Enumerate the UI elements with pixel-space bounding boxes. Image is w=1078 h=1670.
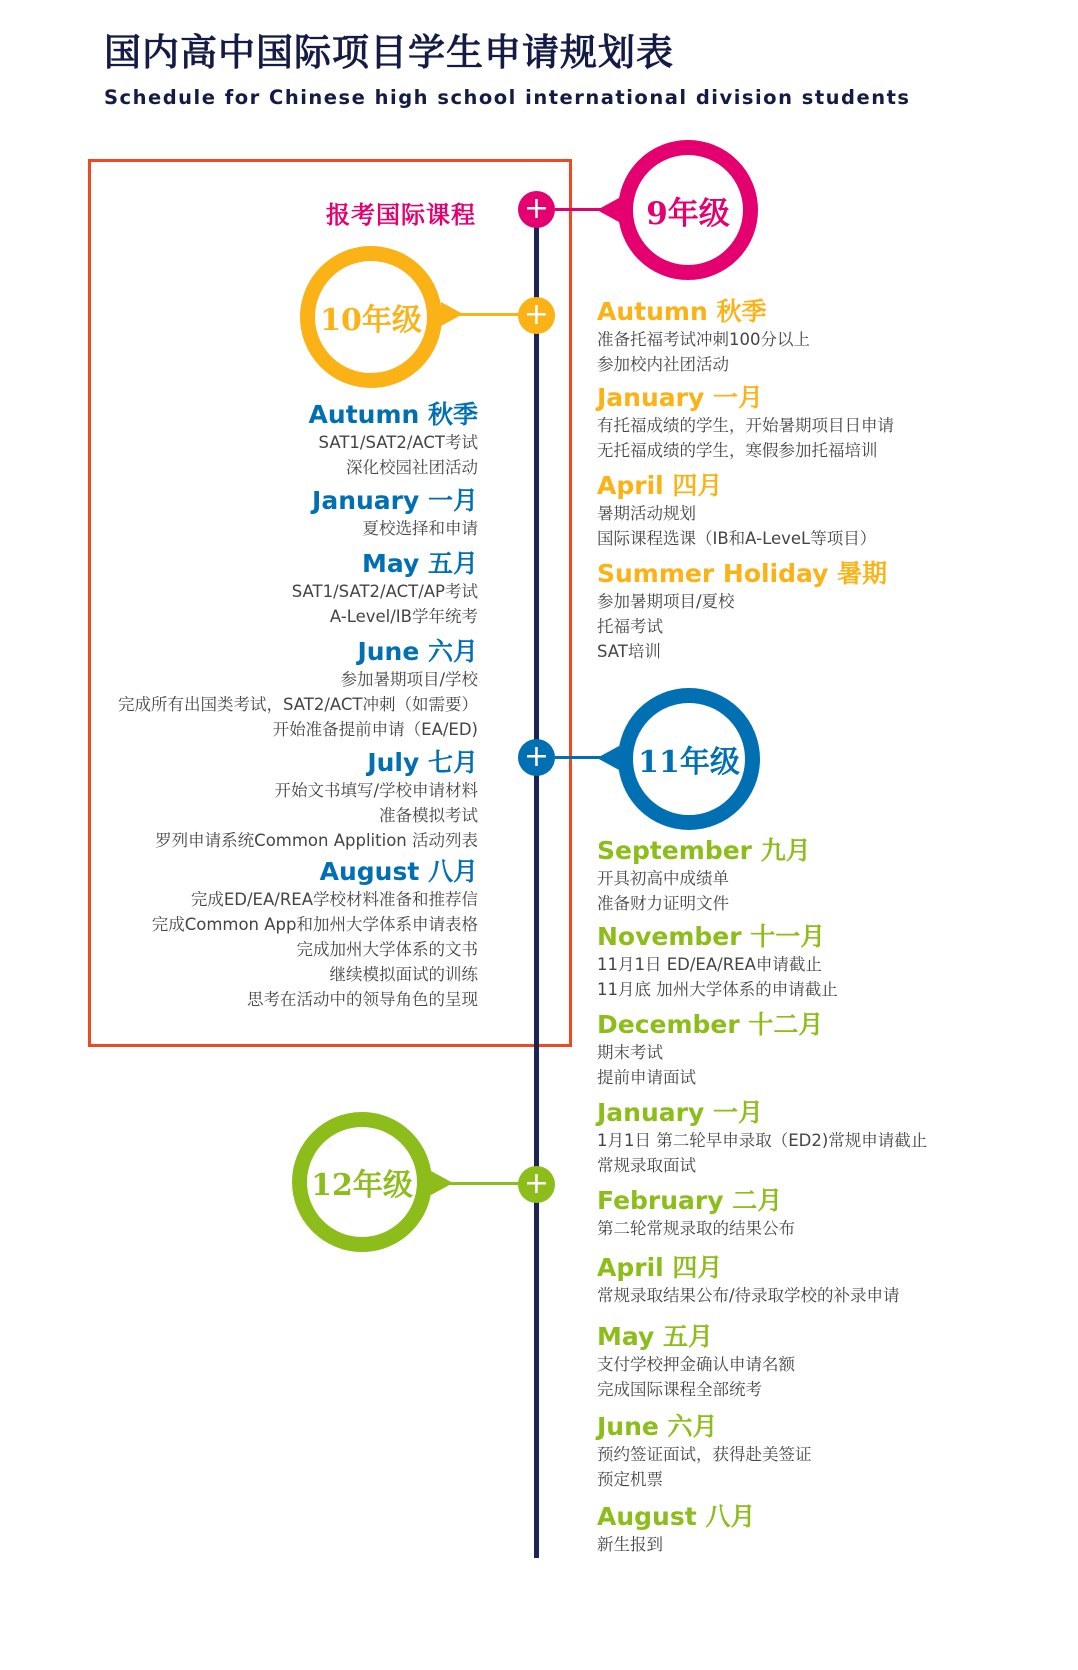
grade12-event xyxy=(597,1098,927,1178)
event-detail: 开始文书填写/学校申请材料 xyxy=(274,781,478,800)
event-detail: 完成加州大学体系的文书 xyxy=(296,940,478,959)
grade10-connector xyxy=(455,313,525,316)
event-detail: 提前申请面试 xyxy=(597,1068,696,1087)
event-detail: 参加校内社团活动 xyxy=(597,355,729,374)
event-detail: 罗列申请系统Common Applition 活动列表 xyxy=(155,831,478,850)
event-title: December 十二月 xyxy=(597,1010,824,1039)
event-detail: 完成国际课程全部统考 xyxy=(597,1380,762,1399)
event-detail: 第二轮常规录取的结果公布 xyxy=(597,1219,795,1238)
event-detail: 无托福成绩的学生，寒假参加托福培训 xyxy=(597,441,878,460)
event-detail: 支付学校押金确认申请名额 xyxy=(597,1355,795,1374)
event-detail: 期末考试 xyxy=(597,1043,663,1062)
page-title: 国内高中国际项目学生申请规划表 xyxy=(104,31,674,74)
grade9-circle xyxy=(618,140,758,280)
grade11-pointer xyxy=(597,746,619,770)
grade10-event xyxy=(597,383,894,463)
event-title: August 八月 xyxy=(597,1502,756,1531)
event-title: September 九月 xyxy=(597,836,811,865)
event-detail: 新生报到 xyxy=(597,1535,663,1554)
grade12-plus-icon[interactable]: + xyxy=(518,1166,555,1203)
event-detail: 常规录取面试 xyxy=(597,1156,696,1175)
grade12-event xyxy=(597,1253,927,1308)
event-detail: 准备托福考试冲刺100分以上 xyxy=(597,330,810,349)
grade9-pointer xyxy=(597,198,619,222)
grade12-event xyxy=(597,1502,927,1557)
event-title: July 七月 xyxy=(367,748,478,777)
event-detail: 夏校选择和申请 xyxy=(362,519,478,538)
grade12-event xyxy=(597,1412,927,1492)
grade9-label: 9年级 xyxy=(646,195,730,232)
event-detail: 继续模拟面试的训练 xyxy=(329,965,478,984)
event-detail: 预定机票 xyxy=(597,1470,663,1489)
event-detail: SAT1/SAT2/ACT考试 xyxy=(318,433,478,452)
event-detail: 11月1日 ED/EA/REA申请截止 xyxy=(597,955,822,974)
event-detail: 1月1日 第二轮早申录取（ED2)常规申请截止 xyxy=(597,1131,928,1150)
grade10-circle xyxy=(300,246,442,388)
event-detail: 参加暑期项目/学校 xyxy=(340,670,478,689)
grade11-event xyxy=(118,748,478,853)
grade9-activity-label: 报考国际课程 xyxy=(326,201,476,229)
grade11-circle xyxy=(618,688,760,830)
event-detail: 暑期活动规划 xyxy=(597,504,696,523)
event-detail: 开具初高中成绩单 xyxy=(597,869,729,888)
event-detail: 11月底 加州大学体系的申请截止 xyxy=(597,980,838,999)
event-title: Autumn 秋季 xyxy=(308,400,478,429)
event-title: June 六月 xyxy=(357,637,478,666)
event-title: Summer Holiday 暑期 xyxy=(597,559,888,588)
event-detail: 有托福成绩的学生，开始暑期项目日申请 xyxy=(597,416,894,435)
event-detail: A-Level/IB学年统考 xyxy=(329,607,478,626)
event-detail: 深化校园社团活动 xyxy=(346,458,478,477)
grade11-event xyxy=(118,857,478,1012)
event-detail: 参加暑期项目/夏校 xyxy=(597,592,735,611)
event-title: November 十一月 xyxy=(597,922,826,951)
event-title: February 二月 xyxy=(597,1186,783,1215)
grade12-circle xyxy=(292,1112,432,1252)
grade11-label: 11年级 xyxy=(638,745,740,780)
grade10-event xyxy=(597,297,894,377)
event-detail: 思考在活动中的领导角色的呈现 xyxy=(247,990,478,1009)
event-title: January 一月 xyxy=(597,383,763,412)
event-detail: 常规录取结果公布/待录取学校的补录申请 xyxy=(597,1286,900,1305)
grade12-event xyxy=(597,836,927,916)
event-detail: 完成Common App和加州大学体系申请表格 xyxy=(151,915,478,934)
event-detail: 预约签证面试，获得赴美签证 xyxy=(597,1445,812,1464)
timeline-line xyxy=(534,208,539,1558)
grade12-event xyxy=(597,1186,927,1241)
grade11-event xyxy=(118,549,478,629)
grade12-events xyxy=(597,836,927,1557)
event-title: June 六月 xyxy=(597,1412,718,1441)
event-detail: 国际课程选课（IB和A-LeveL等项目） xyxy=(597,529,877,548)
grade11-events xyxy=(118,400,478,1012)
grade9-plus-icon[interactable]: + xyxy=(518,191,555,228)
grade10-event xyxy=(597,471,894,551)
event-title: May 五月 xyxy=(362,549,478,578)
event-title: May 五月 xyxy=(597,1322,713,1351)
grade12-event xyxy=(597,1322,927,1402)
event-detail: 准备财力证明文件 xyxy=(597,894,729,913)
event-title: April 四月 xyxy=(597,1253,723,1282)
event-detail: SAT1/SAT2/ACT/AP考试 xyxy=(291,582,478,601)
grade11-plus-icon[interactable]: + xyxy=(518,739,555,776)
event-title: January 一月 xyxy=(312,486,478,515)
event-title: Autumn 秋季 xyxy=(597,297,767,326)
event-detail: SAT培训 xyxy=(597,642,661,661)
grade11-event xyxy=(118,486,478,541)
grade12-connector xyxy=(445,1182,525,1185)
event-detail: 完成所有出国类考试，SAT2/ACT冲刺（如需要） xyxy=(117,695,478,714)
event-detail: 准备模拟考试 xyxy=(379,806,478,825)
event-detail: 托福考试 xyxy=(597,617,663,636)
grade10-plus-icon[interactable]: + xyxy=(518,297,555,334)
page-subtitle: Schedule for Chinese high school international division students xyxy=(104,86,911,109)
grade12-event xyxy=(597,1010,927,1090)
event-detail: 完成ED/EA/REA学校材料准备和推荐信 xyxy=(190,890,478,909)
event-detail: 开始准备提前申请（EA/ED) xyxy=(272,720,478,739)
event-title: April 四月 xyxy=(597,471,723,500)
event-title: August 八月 xyxy=(319,857,478,886)
grade10-event xyxy=(597,559,894,664)
grade11-event xyxy=(118,637,478,742)
grade10-events xyxy=(597,297,894,664)
grade10-label: 10年级 xyxy=(320,303,422,338)
grade11-event xyxy=(118,400,478,480)
grade12-label: 12年级 xyxy=(311,1168,413,1203)
grade12-event xyxy=(597,922,927,1002)
event-title: January 一月 xyxy=(597,1098,763,1127)
